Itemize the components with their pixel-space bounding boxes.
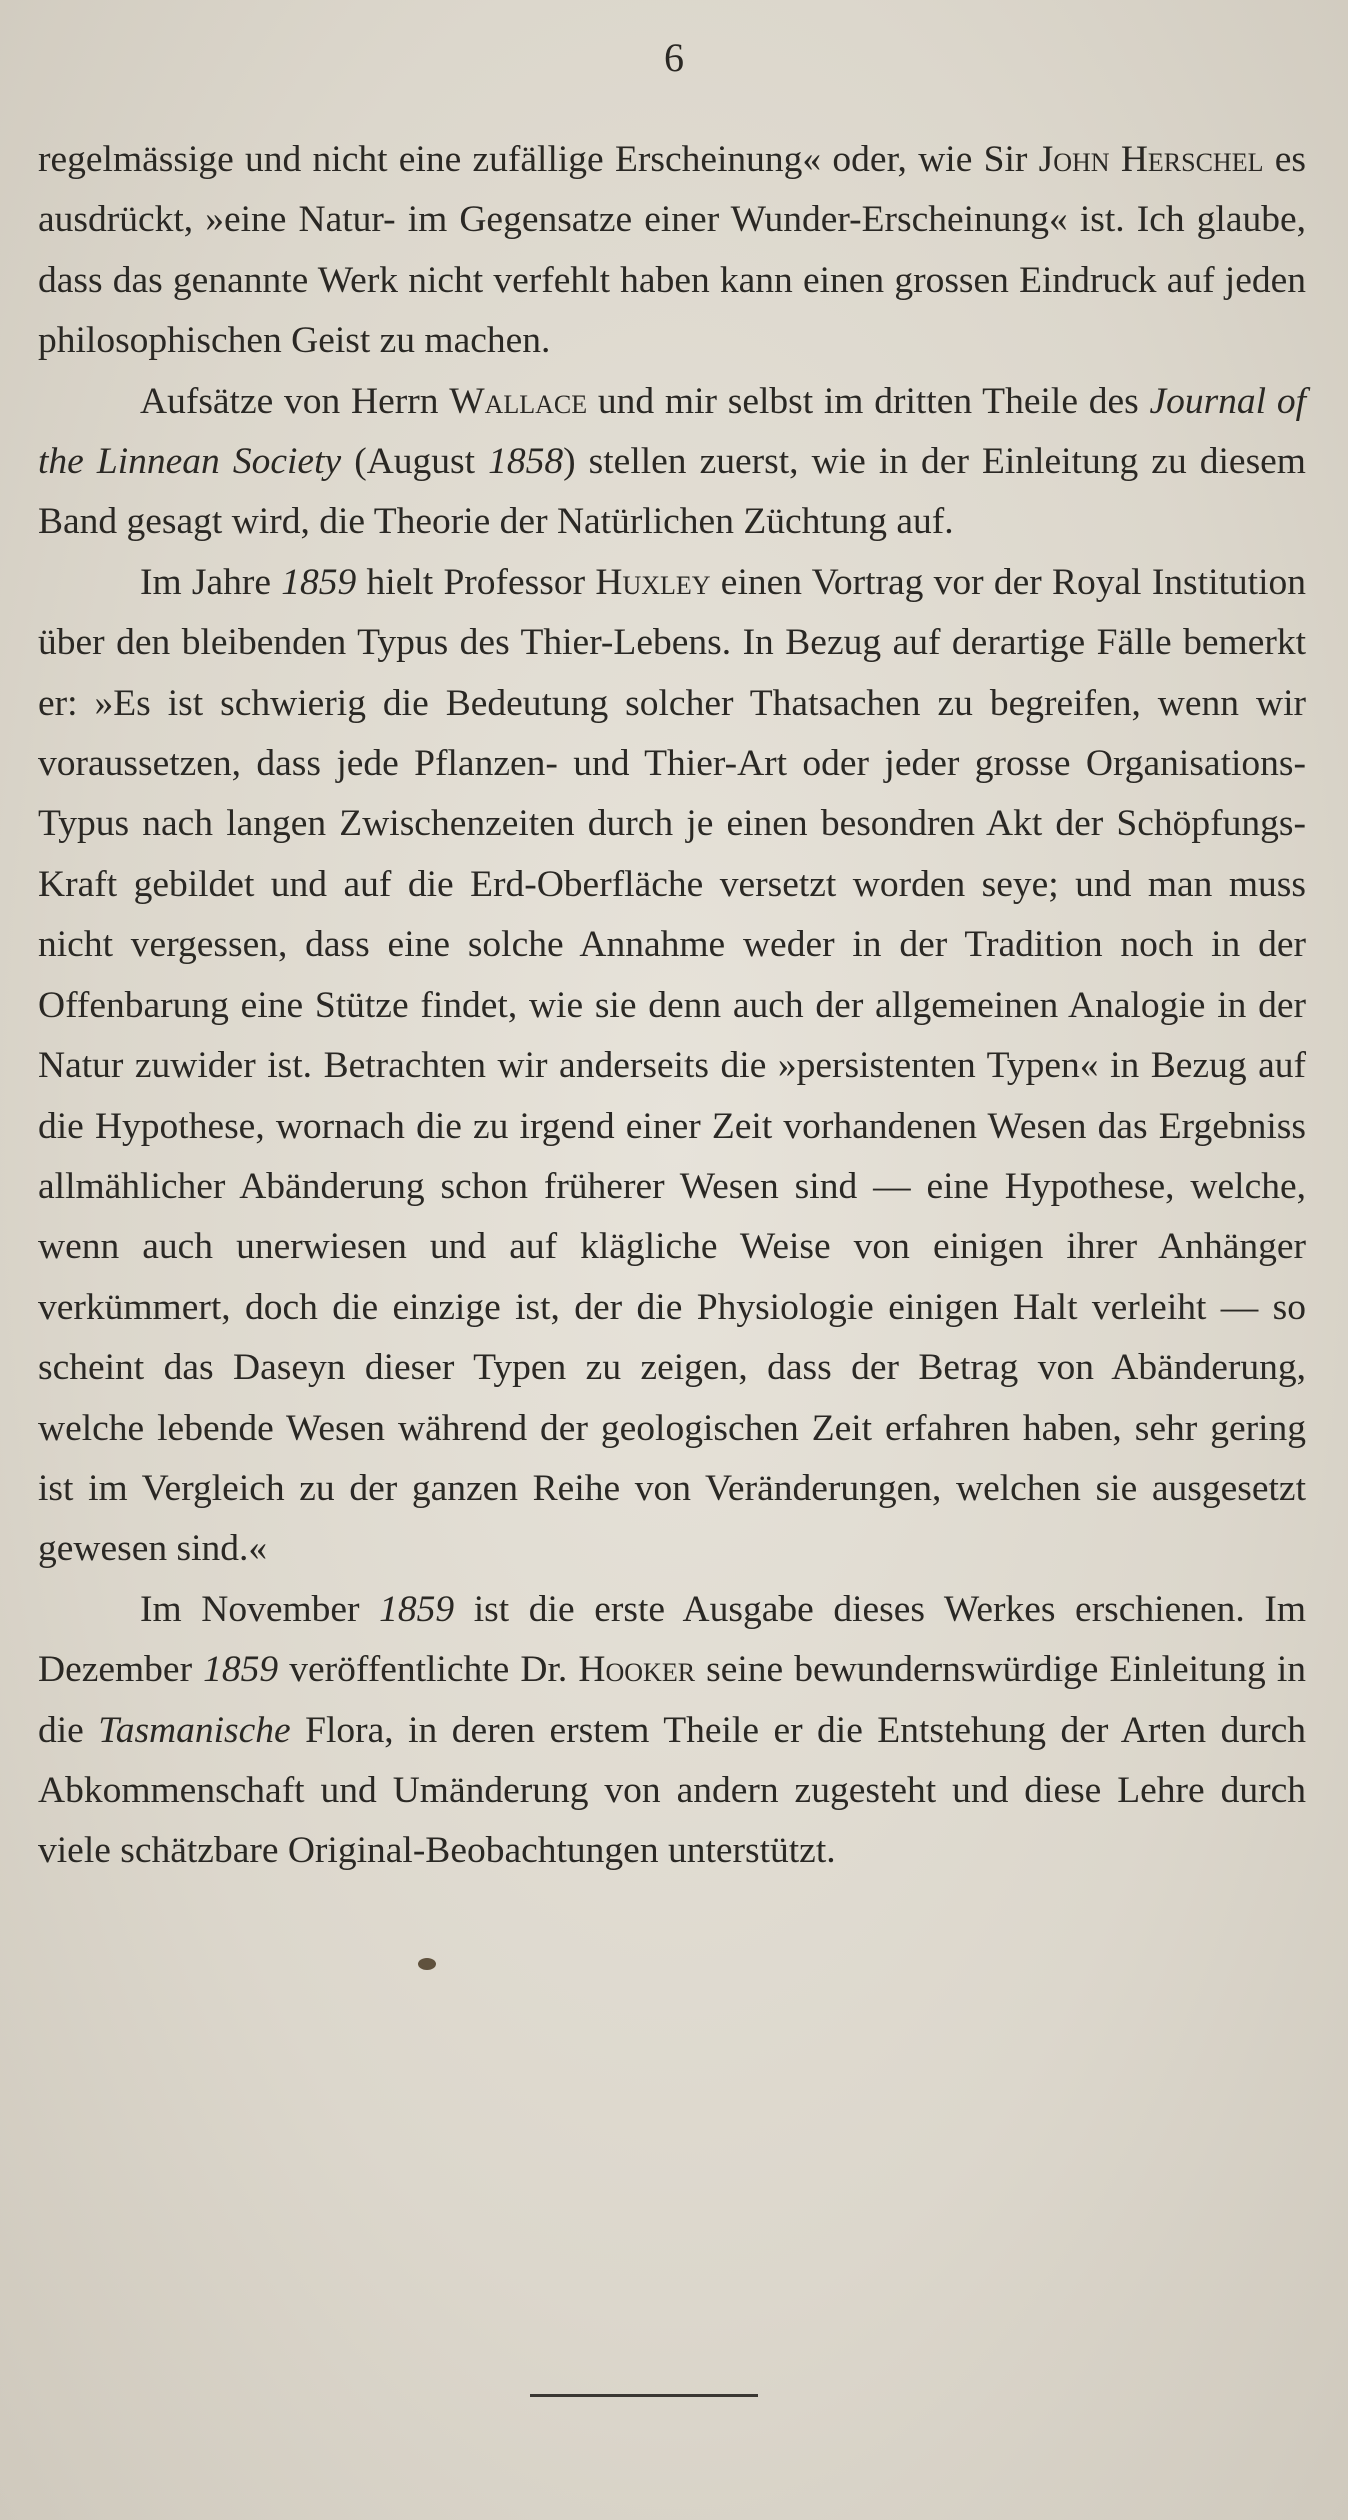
text-segment: veröffentlichte Dr. — [278, 1649, 579, 1691]
text-segment: Flora, in deren erstem Theile er die Entstehung der Arten durch Abkommenschaft und Umänderung von andern zugesteht und diese Lehre durch viele schätzbare Original-Beobachtungen unterstützt. — [38, 1709, 1306, 1872]
end-rule — [530, 2394, 758, 2397]
text-segment: Im November — [140, 1588, 380, 1630]
text-segment: (August — [341, 441, 489, 483]
text-segment: Huxley — [595, 561, 711, 603]
paragraph-2 — [38, 372, 1306, 553]
text-segment: 1859 — [203, 1649, 279, 1691]
text-segment: einen Vortrag vor der Royal Institution über den bleibenden Typus des Thier-Lebens. In Bezug auf derartige Fälle bemerkt er: »Es ist schwierig die Bedeutung solcher Thatsachen zu begreifen, wenn wir voraussetzen, dass jede Pflanzen- und Thier-Art oder jeder grosse Organisations-Typus nach langen Zwischenzeiten durch je einen besondren Akt der Schöpfungs-Kraft gebildet und auf die Erd-Oberfläche versetzt worden seye; und man muss nicht vergessen, dass eine solche Annahme weder in der Tradition noch in der Offenbarung eine Stütze findet, wie sie denn auch der allgemeinen Analogie in der Natur zuwider ist. Betrachten wir anderseits die »persistenten Typen« in Bezug auf die Hypothese, wornach die zu irgend einer Zeit vorhandenen Wesen das Ergebniss allmählicher Abänderung schon früherer Wesen sind — eine Hypothese, welche, wenn auch unerwiesen und auf klägliche Weise von einigen ihrer Anhänger verkümmert, doch die einzige ist, der die Physiologie einigen Halt verleiht — so scheint das Daseyn dieser Typen zu zeigen, dass der Betrag von Abänderung, welche lebende Wesen während der geologischen Zeit erfahren haben, sehr gering ist im Vergleich zu der ganzen Reihe von Veränderungen, welchen sie ausgesetzt gewesen sind.« — [38, 561, 1306, 1570]
text-segment: Journal of the Linnean Society — [38, 380, 1307, 483]
text-segment: Im Jahre — [140, 561, 282, 603]
text-segment: Hooker — [578, 1649, 696, 1691]
text-segment: ist die erste Ausgabe dieses Werkes erschienen. Im Dezember — [38, 1588, 1307, 1691]
text-segment: John Herschel — [1038, 139, 1264, 180]
text-segment: hielt Professor — [356, 561, 596, 603]
paragraph-1 — [38, 130, 1306, 372]
page-number: 6 — [664, 35, 684, 80]
text-segment: 1859 — [281, 561, 357, 603]
text-segment: Tasmanische — [98, 1709, 291, 1751]
text-segment: ) stellen zuerst, wie in der Einleitung zu diesem Band gesagt wird, die Theorie der Natürlichen Züchtung auf. — [38, 441, 1306, 543]
text-segment: es ausdrückt, »eine Natur- im Gegensatze einer Wunder-Erscheinung« ist. Ich glaube, dass das genannte Werk nicht verfehlt haben kann einen grossen Eindruck auf jeden philosophischen Geist zu machen. — [38, 139, 1306, 362]
ink-stain — [418, 1958, 436, 1970]
text-segment: Aufsätze von Herrn — [140, 380, 450, 422]
text-segment: regelmässige und nicht eine zufällige Erscheinung« oder, wie Sir — [38, 139, 1039, 180]
text-segment: 1858 — [488, 441, 564, 483]
text-segment: Wallace — [449, 380, 588, 422]
text-segment: und mir selbst im dritten Theile des — [587, 380, 1150, 422]
paragraph-4 — [38, 1580, 1306, 1882]
body-text — [38, 130, 1306, 1882]
paragraph-3 — [38, 553, 1306, 1580]
text-segment: 1859 — [379, 1588, 455, 1630]
text-segment: seine bewundernswürdige Einleitung in die — [38, 1649, 1306, 1751]
